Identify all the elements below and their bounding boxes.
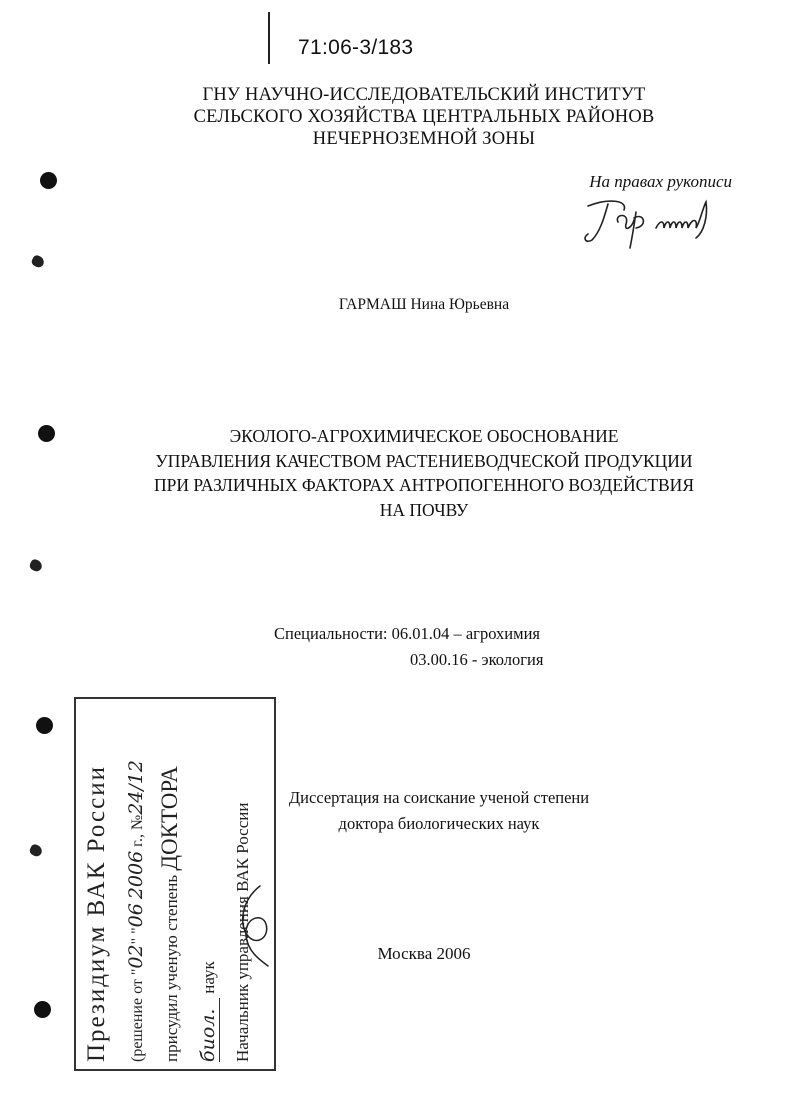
stamp-decision-sep: " " — [129, 927, 146, 945]
stamp-decision-number-label: г., № — [129, 814, 146, 851]
title-line-3: ПРИ РАЗЛИЧНЫХ ФАКТОРАХ АНТРОПОГЕННОГО ВОЗДЕЙСТВИЯ — [153, 475, 694, 495]
margin-rule — [268, 12, 270, 64]
ink-blot — [30, 254, 46, 269]
degree-statement — [222, 785, 656, 837]
institution-line-1: ГНУ НАУЧНО-ИССЛЕДОВАТЕЛЬСКИЙ ИНСТИТУТ — [202, 85, 646, 105]
stamp-degree-prefix: присудил ученую степень — [162, 870, 181, 1062]
institution-line-2: СЕЛЬСКОГО ХОЗЯЙСТВА ЦЕНТРАЛЬНЫХ РАЙОНОВ — [193, 107, 655, 127]
specialty-line-1: Специальности: 06.01.04 – агрохимия — [274, 624, 540, 643]
punch-hole — [38, 425, 55, 442]
stamp-line-head: Начальник управления ВАК России — [233, 802, 252, 1062]
institution-name — [100, 84, 748, 150]
stamp-line-presidium: Президиум ВАК России — [83, 765, 110, 1062]
degree-line-1: Диссертация на соискание ученой степени — [288, 788, 590, 807]
author-name: ГАРМАШ Нина Юрьевна — [338, 296, 510, 313]
stamp-decision-number: 24/12 — [125, 760, 147, 815]
degree-line-2: доктора биологических наук — [338, 814, 540, 833]
city-year: Москва 2006 — [377, 944, 471, 963]
title-line-1: ЭКОЛОГО-АГРОХИМИЧЕСКОЕ ОБОСНОВАНИЕ — [229, 426, 619, 446]
classification-code: 71:06-3/183 — [298, 36, 414, 59]
author-signature — [578, 192, 718, 252]
stamp-decision-year: 2006 — [125, 850, 147, 900]
punch-hole — [40, 172, 57, 189]
stamp-field-suffix: наук — [199, 961, 218, 994]
institution-line-3: НЕЧЕРНОЗЕМНОЙ ЗОНЫ — [312, 129, 536, 149]
stamp-line-decision — [125, 760, 147, 1062]
stamp-decision-day: 02 — [125, 944, 147, 969]
specialty-line-2: 03.00.16 - экология — [410, 650, 544, 669]
stamp-signature — [230, 880, 278, 970]
punch-hole — [34, 1001, 51, 1018]
stamp-degree: ДОКТОРА — [157, 766, 182, 871]
dissertation-title — [100, 424, 748, 522]
stamp-decision-prefix: (решение от " — [129, 968, 146, 1062]
title-line-2: УПРАВЛЕНИЯ КАЧЕСТВОМ РАСТЕНИЕВОДЧЕСКОЙ ПРОДУКЦИИ — [155, 450, 693, 471]
stamp-line-degree — [157, 766, 183, 1062]
punch-hole — [36, 717, 53, 734]
rights-note: На правах рукописи — [589, 172, 732, 191]
stamp-line-field — [197, 961, 220, 1062]
title-line-4: НА ПОЧВУ — [379, 499, 469, 520]
stamp-field-handwritten: биол. — [197, 998, 220, 1062]
stamp-decision-month: 06 — [125, 903, 147, 928]
ink-blot — [28, 558, 44, 573]
ink-blot — [28, 843, 44, 858]
